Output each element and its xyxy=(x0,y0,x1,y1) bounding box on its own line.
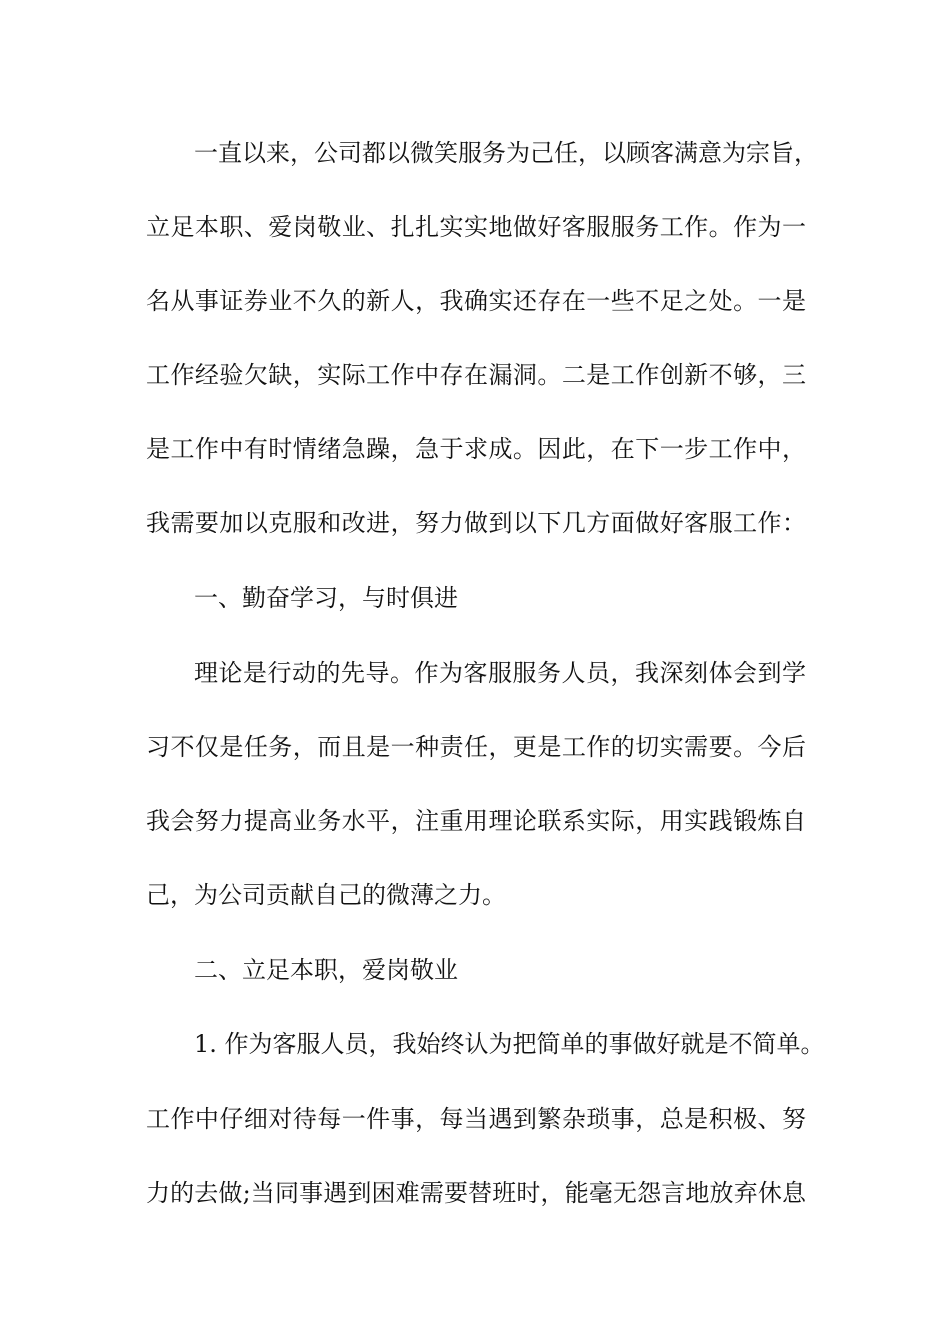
section-heading: 二、立足本职，爱岗敬业 xyxy=(194,956,458,984)
section-heading: 一、勤奋学习，与时俱进 xyxy=(194,584,458,612)
paragraph-line: 1. 作为客服人员，我始终认为把简单的事做好就是不简单。 xyxy=(194,1030,825,1058)
paragraph-line: 力的去做;当同事遇到困难需要替班时，能毫无怨言地放弃休息 xyxy=(146,1179,806,1207)
paragraph-line: 工作中仔细对待每一件事，每当遇到繁杂琐事，总是积极、努 xyxy=(146,1105,806,1133)
paragraph-line: 习不仅是任务，而且是一种责任，更是工作的切实需要。今后 xyxy=(146,733,806,761)
paragraph-line: 名从事证券业不久的新人，我确实还存在一些不足之处。一是 xyxy=(146,287,806,315)
paragraph-line: 我会努力提高业务水平，注重用理论联系实际，用实践锻炼自 xyxy=(146,807,806,835)
paragraph-line: 我需要加以克服和改进，努力做到以下几方面做好客服工作： xyxy=(146,509,806,537)
paragraph-line: 一直以来，公司都以微笑服务为己任，以顾客满意为宗旨， xyxy=(194,139,818,167)
paragraph-line: 己，为公司贡献自己的微薄之力。 xyxy=(146,881,506,909)
paragraph-line: 工作经验欠缺，实际工作中存在漏洞。二是工作创新不够，三 xyxy=(146,361,806,389)
paragraph-line: 理论是行动的先导。作为客服服务人员，我深刻体会到学 xyxy=(194,659,806,687)
paragraph-line: 立足本职、爱岗敬业、扎扎实实地做好客服服务工作。作为一 xyxy=(146,213,806,241)
paragraph-line: 是工作中有时情绪急躁，急于求成。因此，在下一步工作中， xyxy=(146,435,806,463)
